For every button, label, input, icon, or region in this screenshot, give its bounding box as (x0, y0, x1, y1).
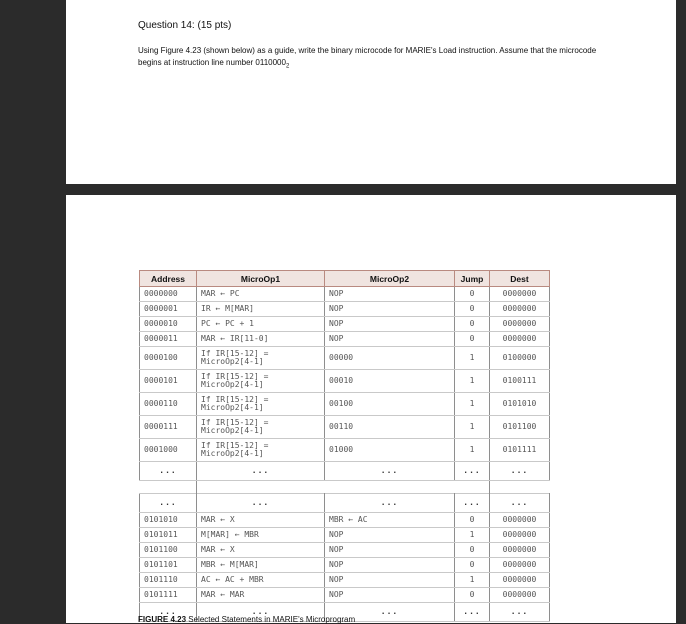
cell-microop1: If IR[15-12] = MicroOp2[4-1] (197, 439, 325, 462)
cell-address: 0001000 (140, 439, 197, 462)
cell-dest: 0101100 (490, 416, 550, 439)
ellipsis: ... (490, 462, 550, 481)
cell-microop2: NOP (325, 558, 455, 573)
cell-microop2: NOP (325, 588, 455, 603)
cell-dest: 0000000 (490, 543, 550, 558)
cell-address: 0000110 (140, 393, 197, 416)
cell-jump: 0 (455, 317, 490, 332)
cell-address: 0101110 (140, 573, 197, 588)
cell-microop1: MAR ← MAR (197, 588, 325, 603)
cell-jump: 0 (455, 287, 490, 302)
cell-microop2: NOP (325, 543, 455, 558)
cell-jump: 0 (455, 588, 490, 603)
cell-address: 0000011 (140, 332, 197, 347)
cell-microop1: MAR ← IR[11-0] (197, 332, 325, 347)
cell-jump: 1 (455, 528, 490, 543)
cell-dest: 0101111 (490, 439, 550, 462)
table-row (140, 317, 550, 332)
page-top (66, 0, 676, 184)
cell-microop2: NOP (325, 528, 455, 543)
cell-address: 0101111 (140, 588, 197, 603)
table-row (140, 370, 550, 393)
cell-jump: 0 (455, 543, 490, 558)
ellipsis: ... (140, 462, 197, 481)
header-dest: Dest (490, 271, 550, 287)
page-figure (66, 195, 676, 623)
ellipsis: ... (455, 462, 490, 481)
header-address: Address (140, 271, 197, 287)
header-jump: Jump (455, 271, 490, 287)
cell-microop2: 00110 (325, 416, 455, 439)
table-row (140, 332, 550, 347)
header-microop2: MicroOp2 (325, 271, 455, 287)
cell-jump: 1 (455, 393, 490, 416)
table-row (140, 573, 550, 588)
ellipsis: ... (197, 494, 325, 513)
cell-dest: 0000000 (490, 528, 550, 543)
cell-microop2: MBR ← AC (325, 513, 455, 528)
table-row (140, 347, 550, 370)
cell-jump: 1 (455, 439, 490, 462)
table-row (140, 439, 550, 462)
microprogram-table (139, 270, 550, 622)
cell-address: 0101011 (140, 528, 197, 543)
ellipsis: ... (197, 603, 325, 622)
table-row (140, 558, 550, 573)
cell-microop1: MAR ← X (197, 513, 325, 528)
table-row (140, 528, 550, 543)
cell-dest: 0101010 (490, 393, 550, 416)
cell-address: 0000111 (140, 416, 197, 439)
table-row (140, 287, 550, 302)
cell-address: 0000001 (140, 302, 197, 317)
cell-jump: 0 (455, 558, 490, 573)
cell-address: 0000000 (140, 287, 197, 302)
cell-address: 0000010 (140, 317, 197, 332)
table-row (140, 543, 550, 558)
cell-microop2: 00000 (325, 347, 455, 370)
cell-address: 0101010 (140, 513, 197, 528)
table-gap (140, 481, 550, 494)
question-title: Question 14: (15 pts) (138, 20, 232, 31)
cell-microop1: MBR ← M[MAR] (197, 558, 325, 573)
cell-jump: 1 (455, 573, 490, 588)
table-row (140, 588, 550, 603)
ellipsis: ... (325, 494, 455, 513)
table-row (140, 513, 550, 528)
ellipsis: ... (455, 494, 490, 513)
cell-microop1: If IR[15-12] = MicroOp2[4-1] (197, 347, 325, 370)
figure-caption: FIGURE 4.23 Selected Statements in MARIE's Microprogram (138, 615, 356, 624)
ellipsis: ... (197, 462, 325, 481)
cell-microop2: 00010 (325, 370, 455, 393)
header-microop1: MicroOp1 (197, 271, 325, 287)
cell-dest: 0000000 (490, 513, 550, 528)
cell-microop2: NOP (325, 287, 455, 302)
cell-dest: 0000000 (490, 588, 550, 603)
cell-microop2: 00100 (325, 393, 455, 416)
cell-dest: 0000000 (490, 302, 550, 317)
table-row (140, 393, 550, 416)
cell-jump: 0 (455, 332, 490, 347)
cell-microop2: NOP (325, 317, 455, 332)
ellipsis-row (140, 494, 550, 513)
table-header-row (140, 271, 550, 287)
ellipsis-row (140, 462, 550, 481)
ellipsis: ... (490, 603, 550, 622)
cell-dest: 0100000 (490, 347, 550, 370)
cell-dest: 0000000 (490, 558, 550, 573)
cell-address: 0101100 (140, 543, 197, 558)
ellipsis: ... (455, 603, 490, 622)
question-text: Using Figure 4.23 (shown below) as a guide, write the binary microcode for MARIE's Load instruction. Assume that the microcode begins at instruction line number $0110000_2$ (138, 46, 597, 70)
ellipsis: ... (325, 462, 455, 481)
cell-microop2: 01000 (325, 439, 455, 462)
cell-address: 0000100 (140, 347, 197, 370)
cell-dest: 0000000 (490, 317, 550, 332)
ellipsis: ... (325, 603, 455, 622)
ellipsis: ... (140, 494, 197, 513)
cell-jump: 0 (455, 302, 490, 317)
cell-microop1: PC ← PC + 1 (197, 317, 325, 332)
cell-microop2: NOP (325, 332, 455, 347)
cell-microop2: NOP (325, 573, 455, 588)
cell-dest: 0000000 (490, 573, 550, 588)
cell-dest: 0100111 (490, 370, 550, 393)
cell-microop1: If IR[15-12] = MicroOp2[4-1] (197, 416, 325, 439)
cell-microop2: NOP (325, 302, 455, 317)
cell-dest: 0000000 (490, 287, 550, 302)
cell-microop1: IR ← M[MAR] (197, 302, 325, 317)
cell-jump: 1 (455, 370, 490, 393)
table-row (140, 302, 550, 317)
ellipsis: ... (490, 494, 550, 513)
cell-microop1: M[MAR] ← MBR (197, 528, 325, 543)
cell-jump: 1 (455, 347, 490, 370)
cell-microop1: AC ← AC + MBR (197, 573, 325, 588)
cell-jump: 1 (455, 416, 490, 439)
cell-dest: 0000000 (490, 332, 550, 347)
cell-microop1: If IR[15-12] = MicroOp2[4-1] (197, 370, 325, 393)
table-row (140, 416, 550, 439)
cell-address: 0000101 (140, 370, 197, 393)
cell-address: 0101101 (140, 558, 197, 573)
ellipsis: ... (140, 603, 197, 622)
cell-microop1: MAR ← X (197, 543, 325, 558)
cell-microop1: If IR[15-12] = MicroOp2[4-1] (197, 393, 325, 416)
cell-jump: 0 (455, 513, 490, 528)
cell-microop1: MAR ← PC (197, 287, 325, 302)
